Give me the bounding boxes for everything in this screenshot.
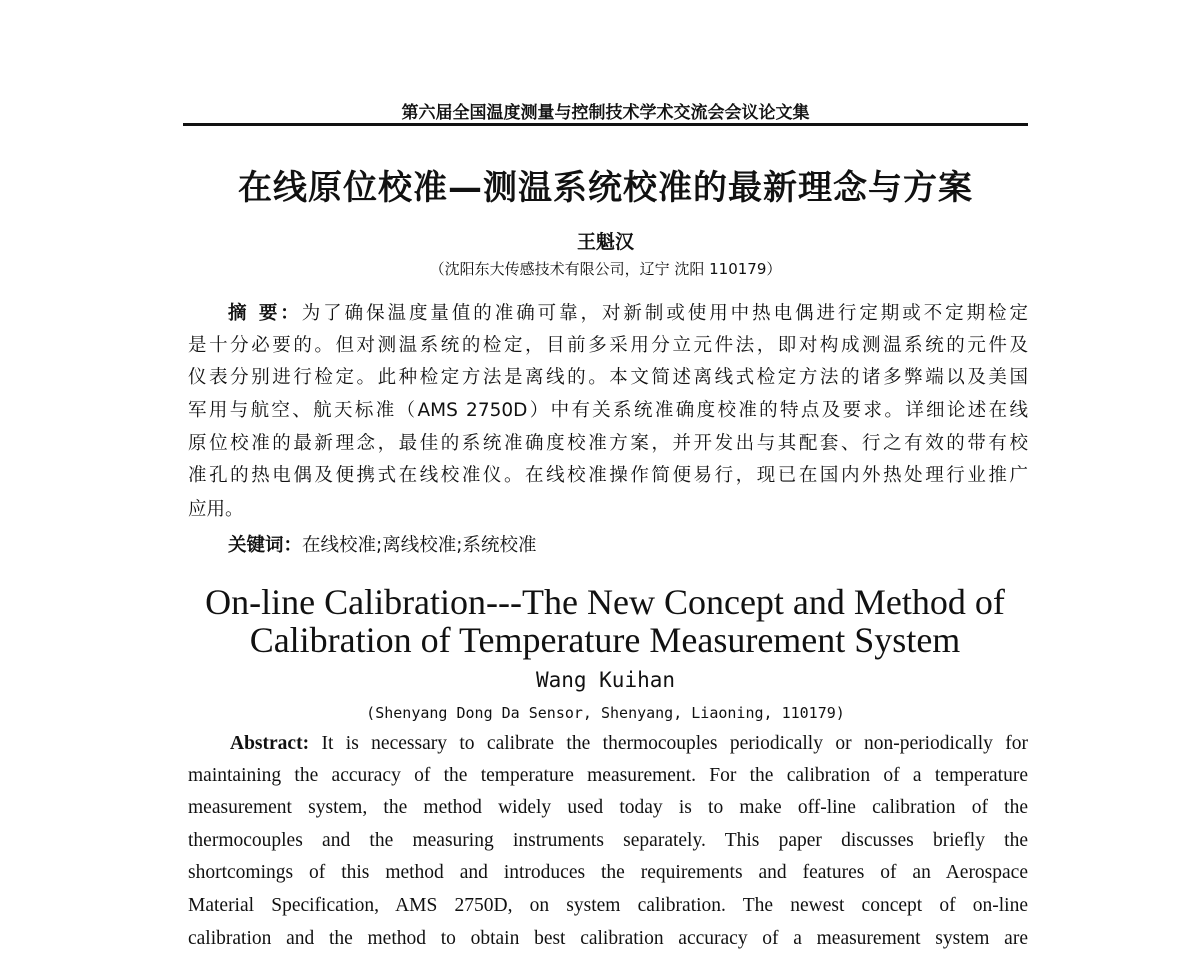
en-title-line: On-line Calibration---The New Concept and Method of <box>205 582 1005 622</box>
cn-abstract-line <box>228 299 1028 325</box>
cn-abstract-label: 摘 要： <box>228 303 302 324</box>
en-abstract-label: Abstract: <box>230 733 310 754</box>
en-abstract-text: It is necessary to calibrate the thermocouples periodically or non-periodically for <box>321 733 1029 754</box>
cn-keywords-text: 在线校准;离线校准;系统校准 <box>302 535 537 556</box>
en-abstract-line: measurement system, the method widely used today is to make off-line calibration of the <box>188 797 1028 818</box>
cn-abstract-line: 应用。 <box>188 499 244 520</box>
cn-abstract-text: 为了确保温度量值的准确可靠，对新制或使用中热电偶进行定期或不定期检定 <box>301 303 1028 324</box>
en-affiliation: (Shenyang Dong Da Sensor, Shenyang, Liaoning, 110179) <box>366 704 845 722</box>
cn-affiliation: （沈阳东大传感技术有限公司，辽宁 沈阳 110179） <box>429 260 782 278</box>
en-title <box>160 583 1050 659</box>
en-abstract-line: thermocouples and the measuring instruments separately. This paper discusses briefly the <box>188 830 1028 851</box>
en-abstract-line: maintaining the accuracy of the temperature measurement. For the calibration of a temperature <box>188 765 1028 786</box>
en-abstract-line: shortcomings of this method and introduces the requirements and features of an Aerospace <box>188 862 1028 883</box>
en-title-line: Calibration of Temperature Measurement System <box>249 620 961 660</box>
cn-keywords-label: 关键词： <box>228 535 303 556</box>
running-head: 第六届全国温度测量与控制技术学术交流会会议论文集 <box>401 103 810 123</box>
cn-abstract-line: 准孔的热电偶及便携式在线校准仪。在线校准操作简便易行，现已在国内外热处理行业推广 <box>188 465 1028 486</box>
en-author: Wang Kuihan <box>535 668 676 692</box>
cn-title: 在线原位校准—测温系统校准的最新理念与方案 <box>238 168 973 208</box>
cn-author: 王魁汉 <box>576 231 634 253</box>
en-abstract-line: Material Specification, AMS 2750D, on system calibration. The newest concept of on-line <box>188 895 1028 916</box>
en-abstract-line <box>230 733 1028 755</box>
cn-abstract-line: 仪表分别进行检定。此种检定方法是离线的。本文简述离线式检定方法的诸多弊端以及美国 <box>188 367 1028 388</box>
cn-keywords <box>228 531 1068 557</box>
cn-abstract-line: 原位校准的最新理念，最佳的系统准确度校准方案，并开发出与其配套、行之有效的带有校 <box>188 433 1028 454</box>
cn-abstract-line: 是十分必要的。但对测温系统的检定，目前多采用分立元件法，即对构成测温系统的元件及 <box>188 335 1028 356</box>
cn-abstract-line: 军用与航空、航天标准（AMS 2750D）中有关系统准确度校准的特点及要求。详细论述在线 <box>188 400 1028 421</box>
header-rule <box>183 123 1028 126</box>
en-abstract-line: calibration and the method to obtain best calibration accuracy of a measurement system are <box>188 928 1028 949</box>
